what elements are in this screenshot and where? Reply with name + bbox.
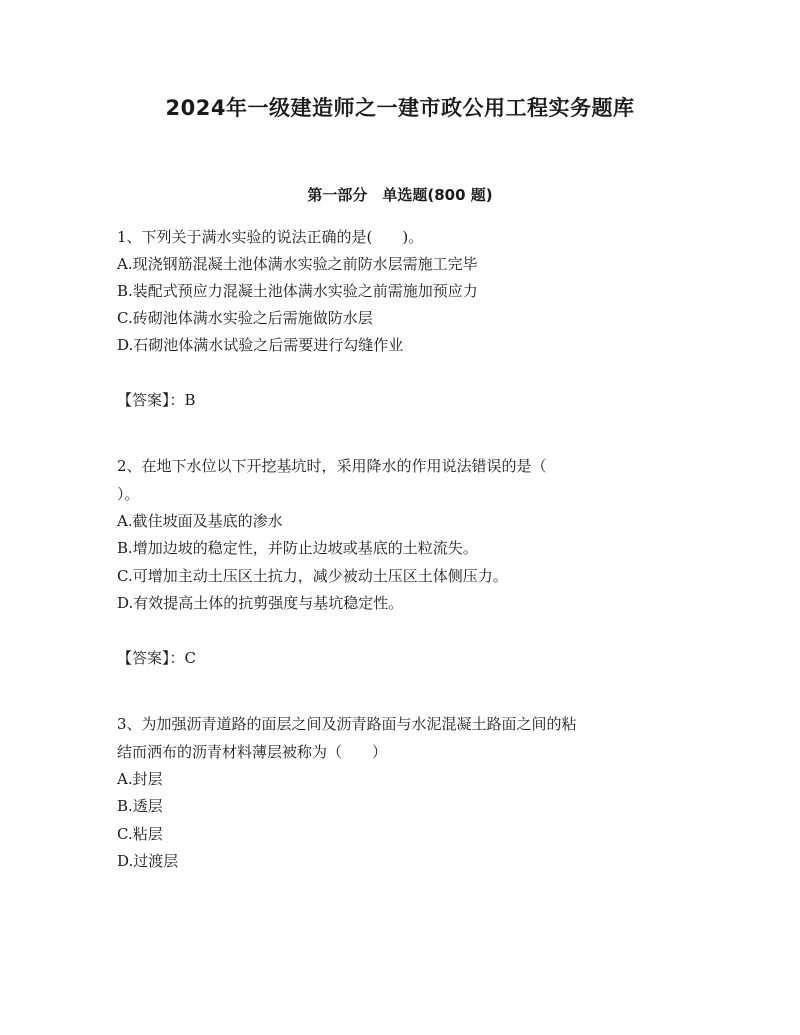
option-b: B.装配式预应力混凝土池体满水实验之前需施加预应力	[117, 282, 478, 300]
option-a: A.现浇钢筋混凝土池体满水实验之前防水层需施工完毕	[117, 255, 478, 273]
answer-value: C	[184, 649, 197, 667]
option-d: D.有效提高土体的抗剪强度与基坑稳定性。	[117, 594, 404, 612]
option-d: D.石砌池体满水试验之后需要进行勾缝作业	[117, 336, 404, 354]
option-c: C.粘层	[117, 825, 163, 843]
option-b: B.透层	[117, 797, 163, 815]
document-title: 2024年一级建造师之一建市政公用工程实务题库	[165, 96, 635, 120]
question-stem: 2、在地下水位以下开挖基坑时，采用降水的作用说法错误的是（	[117, 457, 547, 475]
answer-label: 【答案】	[117, 649, 170, 667]
question-stem-continued: ）。	[117, 485, 140, 503]
question-stem: 3、为加强沥青道路的面层之间及沥青路面与水泥混凝土路面之间的粘	[117, 715, 577, 733]
option-c: C.可增加主动土压区土抗力，减少被动土压区土体侧压力。	[117, 567, 508, 585]
section-title: 第一部分 单选题(800 题)	[307, 186, 493, 204]
option-a: A.截住坡面及基底的渗水	[117, 512, 283, 530]
option-a: A.封层	[117, 770, 163, 788]
question-stem-continued: 结而洒布的沥青材料薄层被称为（ ）	[117, 743, 388, 761]
option-c: C.砖砌池体满水实验之后需施做防水层	[117, 309, 373, 327]
option-d: D.过渡层	[117, 852, 179, 870]
answer-separator: ：	[169, 649, 185, 667]
question-stem: 1、下列关于满水实验的说法正确的是( )。	[117, 228, 424, 246]
answer-value: B	[184, 391, 196, 409]
option-b: B.增加边坡的稳定性，并防止边坡或基底的土粒流失。	[117, 539, 478, 557]
answer-separator: ：	[169, 391, 185, 409]
answer-line	[117, 648, 196, 668]
answer-line	[117, 390, 196, 410]
answer-label: 【答案】	[117, 391, 170, 409]
